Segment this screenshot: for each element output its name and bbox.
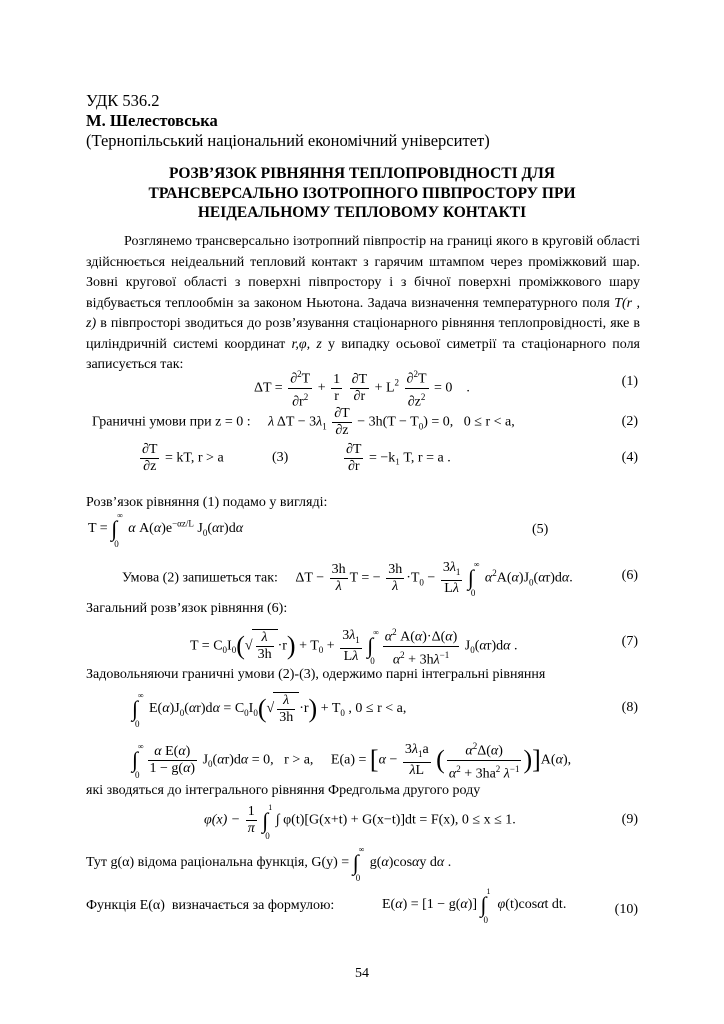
boundary-at: z = 0 : xyxy=(215,414,251,430)
equation-number-7: (7) xyxy=(621,634,638,649)
solution-form-text: Розв’язок рівняння (1) подамо у вигляді: xyxy=(86,495,328,510)
func-label: Функція xyxy=(86,898,137,913)
equation-9-rhs: ∫ φ(t)[G(x+t) + G(x−t)]dt = F(x), 0 ≤ x ≤ 1. xyxy=(275,812,516,828)
intro-text-1: Розглянемо трансверсально ізотропний півпростір на границі якого в круговій області здійснюється неідеальний тепловий контакт з гарячим штампом через проміжковий шар. Зовні кругової області з поверхні півпростору і з бічної поверхні проміжкового шару відбувається теплообмін за законом Ньютона. Задача визначення температурного поля xyxy=(86,234,640,311)
equation-1: ΔT = $\frac{\partial^2T}{\partial r^2}$ + $\frac{1}{r}$ $\frac{\partial T}{\partial r}$ + $L^2$ $\frac{\partial^2T}{\partial z^2}$ = 0 . xyxy=(254,369,470,410)
equation-8a: ∫ ∞ 0 $E(\alpha)J_0(\alpha r)d\alpha = C_0I_0(√$ $\frac{\lambda}{3h}$ $\cdot r) + T_0$ , 0 ≤ r < a, xyxy=(132,691,407,729)
satisfy-text: Задовольняючи граничні умови (2)-(3), одержимо парні інтегральні рівняння xyxy=(86,667,546,682)
affiliation: (Тернопільський національний економічний університет) xyxy=(86,131,490,150)
author-name: М. Шелестовська xyxy=(86,111,218,130)
equation-8b: ∫ ∞ 0 $\frac{\text{α E(α)}}{1 - g(\alpha)}$ $J_0(\alpha r)d\alpha = 0$, r > a, E(a) = [α − $\frac{3\lambda_1a}{\lambda L}$ ( $\frac{\alpha^2\Delta(\alpha)}{\alpha^2 + 3ha^2 \lambda^{-1}}$ )]A(α), xyxy=(132,741,572,782)
coordinates: r,φ, z xyxy=(291,336,322,352)
equation-6: Умова (2) запишеться так: ΔT − $\frac{3h}{\lambda}$ T = − $\frac{3h}{\lambda}$ $\cdot T_0$ − $\frac{3\lambda_1}{L\lambda}$ ∫ ∞ 0 $\alpha^2A(\alpha)J_0(\alpha r)d\alpha$. xyxy=(122,560,573,599)
equation-3: $\frac{\partial T}{\partial z}$ = kT, r > a xyxy=(142,442,224,474)
title-line-1: РОЗВ’ЯЗОК РІВНЯННЯ ТЕПЛОПРОВІДНОСТІ ДЛЯ xyxy=(169,165,555,182)
temperature-field: T(r , z) xyxy=(86,295,640,331)
here-line: Тут g(α) відома раціональна функція, G(y) = ∫ ∞ 0 g(α)cosαy dα . xyxy=(86,845,452,883)
equation-4-rhs: = −k₁ T, r = a . xyxy=(368,450,451,466)
condition-2-label: Умова (2) запишеться так: xyxy=(122,570,278,586)
intro-text-2: в півпросторі зводиться до розв’язування стаціонарного рівняння теплопровідності, яке в циліндричній системі координат xyxy=(86,316,641,352)
func-E: E(α) xyxy=(139,898,165,913)
equation-number-9: (9) xyxy=(621,812,638,827)
equation-number-2: (2) xyxy=(621,414,638,429)
here-rest: відома раціональна функція, xyxy=(137,855,308,871)
reduce-text: які зводяться до інтегрального рівняння Фредгольма другого роду xyxy=(86,783,481,798)
equation-number-10: (10) xyxy=(614,902,638,917)
equation-number-3: (3) xyxy=(272,450,289,465)
equation-10: E(α) = [1 − g(α)] ∫ 1 0 φ(t)cosαt dt. xyxy=(382,887,567,925)
equation-number-5: (5) xyxy=(532,522,549,537)
title-line-2: ТРАНСВЕРСАЛЬНО ІЗОТРОПНОГО ПІВПРОСТОРУ ПРИ xyxy=(148,184,576,202)
equation-4: $\frac{\partial T}{\partial r}$ = −k₁ T, r = a . xyxy=(346,442,451,474)
equation-5: T = ∫ ∞ 0 α $A(\alpha)e^{-\alpha z/L}$ $J_0(\alpha r)d\alpha$ xyxy=(88,511,244,549)
equation-number-6: (6) xyxy=(621,568,638,583)
equation-number-1: (1) xyxy=(621,374,638,389)
paper-title xyxy=(70,164,654,223)
equation-7: $T = C_0I_0(√$ $\frac{\lambda}{3h}$ $\cdot r) + T_0$ + $\frac{3\lambda_1}{L\lambda}$ ∫ ∞ 0 $\frac{\alpha^2 A(\alpha)\cdot\Delta(\alpha)}{\alpha^2 + 3h\lambda^{-1}}$ $J_0(\alpha r)d\alpha$ . xyxy=(190,627,518,668)
equation-9: φ(x) − $\frac{1}{\pi}$ ∫ 1 0 ∫ φ(t)[G(x+t) + G(x−t)]dt = F(x), 0 ≤ x ≤ 1. xyxy=(204,802,516,841)
func-rest: визначається за формулою: xyxy=(171,898,335,913)
equation-number-4: (4) xyxy=(621,450,638,465)
equation-number-8: (8) xyxy=(621,700,638,715)
page-number: 54 xyxy=(355,966,369,981)
title-line-3: НЕІДЕАЛЬНОМУ ТЕПЛОВОМУ КОНТАКТІ xyxy=(197,204,527,221)
intro-paragraph xyxy=(86,232,640,376)
here-g: g(α) xyxy=(110,855,135,871)
equation-9-lhs: φ(x) − xyxy=(204,812,244,828)
udc-code: УДК 536.2 xyxy=(86,91,160,110)
equation-2: Граничні умови при z = 0 : λ $\Delta T - 3\lambda_1$ $\frac{\partial T}{\partial z}$ − $3h(T - T_0) = 0$, 0 ≤ r < a, xyxy=(92,406,515,438)
function-E-line xyxy=(86,898,334,914)
equation-3-rhs: = kT, r > a xyxy=(164,450,224,466)
here-label: Тут xyxy=(86,855,107,871)
boundary-label: Граничні умови при xyxy=(92,414,212,430)
general-solution-text: Загальний розв’язок рівняння (6): xyxy=(86,601,288,616)
intro-text-3: у випадку осьової симетрії та стаціонарного поля записується так: xyxy=(86,336,640,372)
